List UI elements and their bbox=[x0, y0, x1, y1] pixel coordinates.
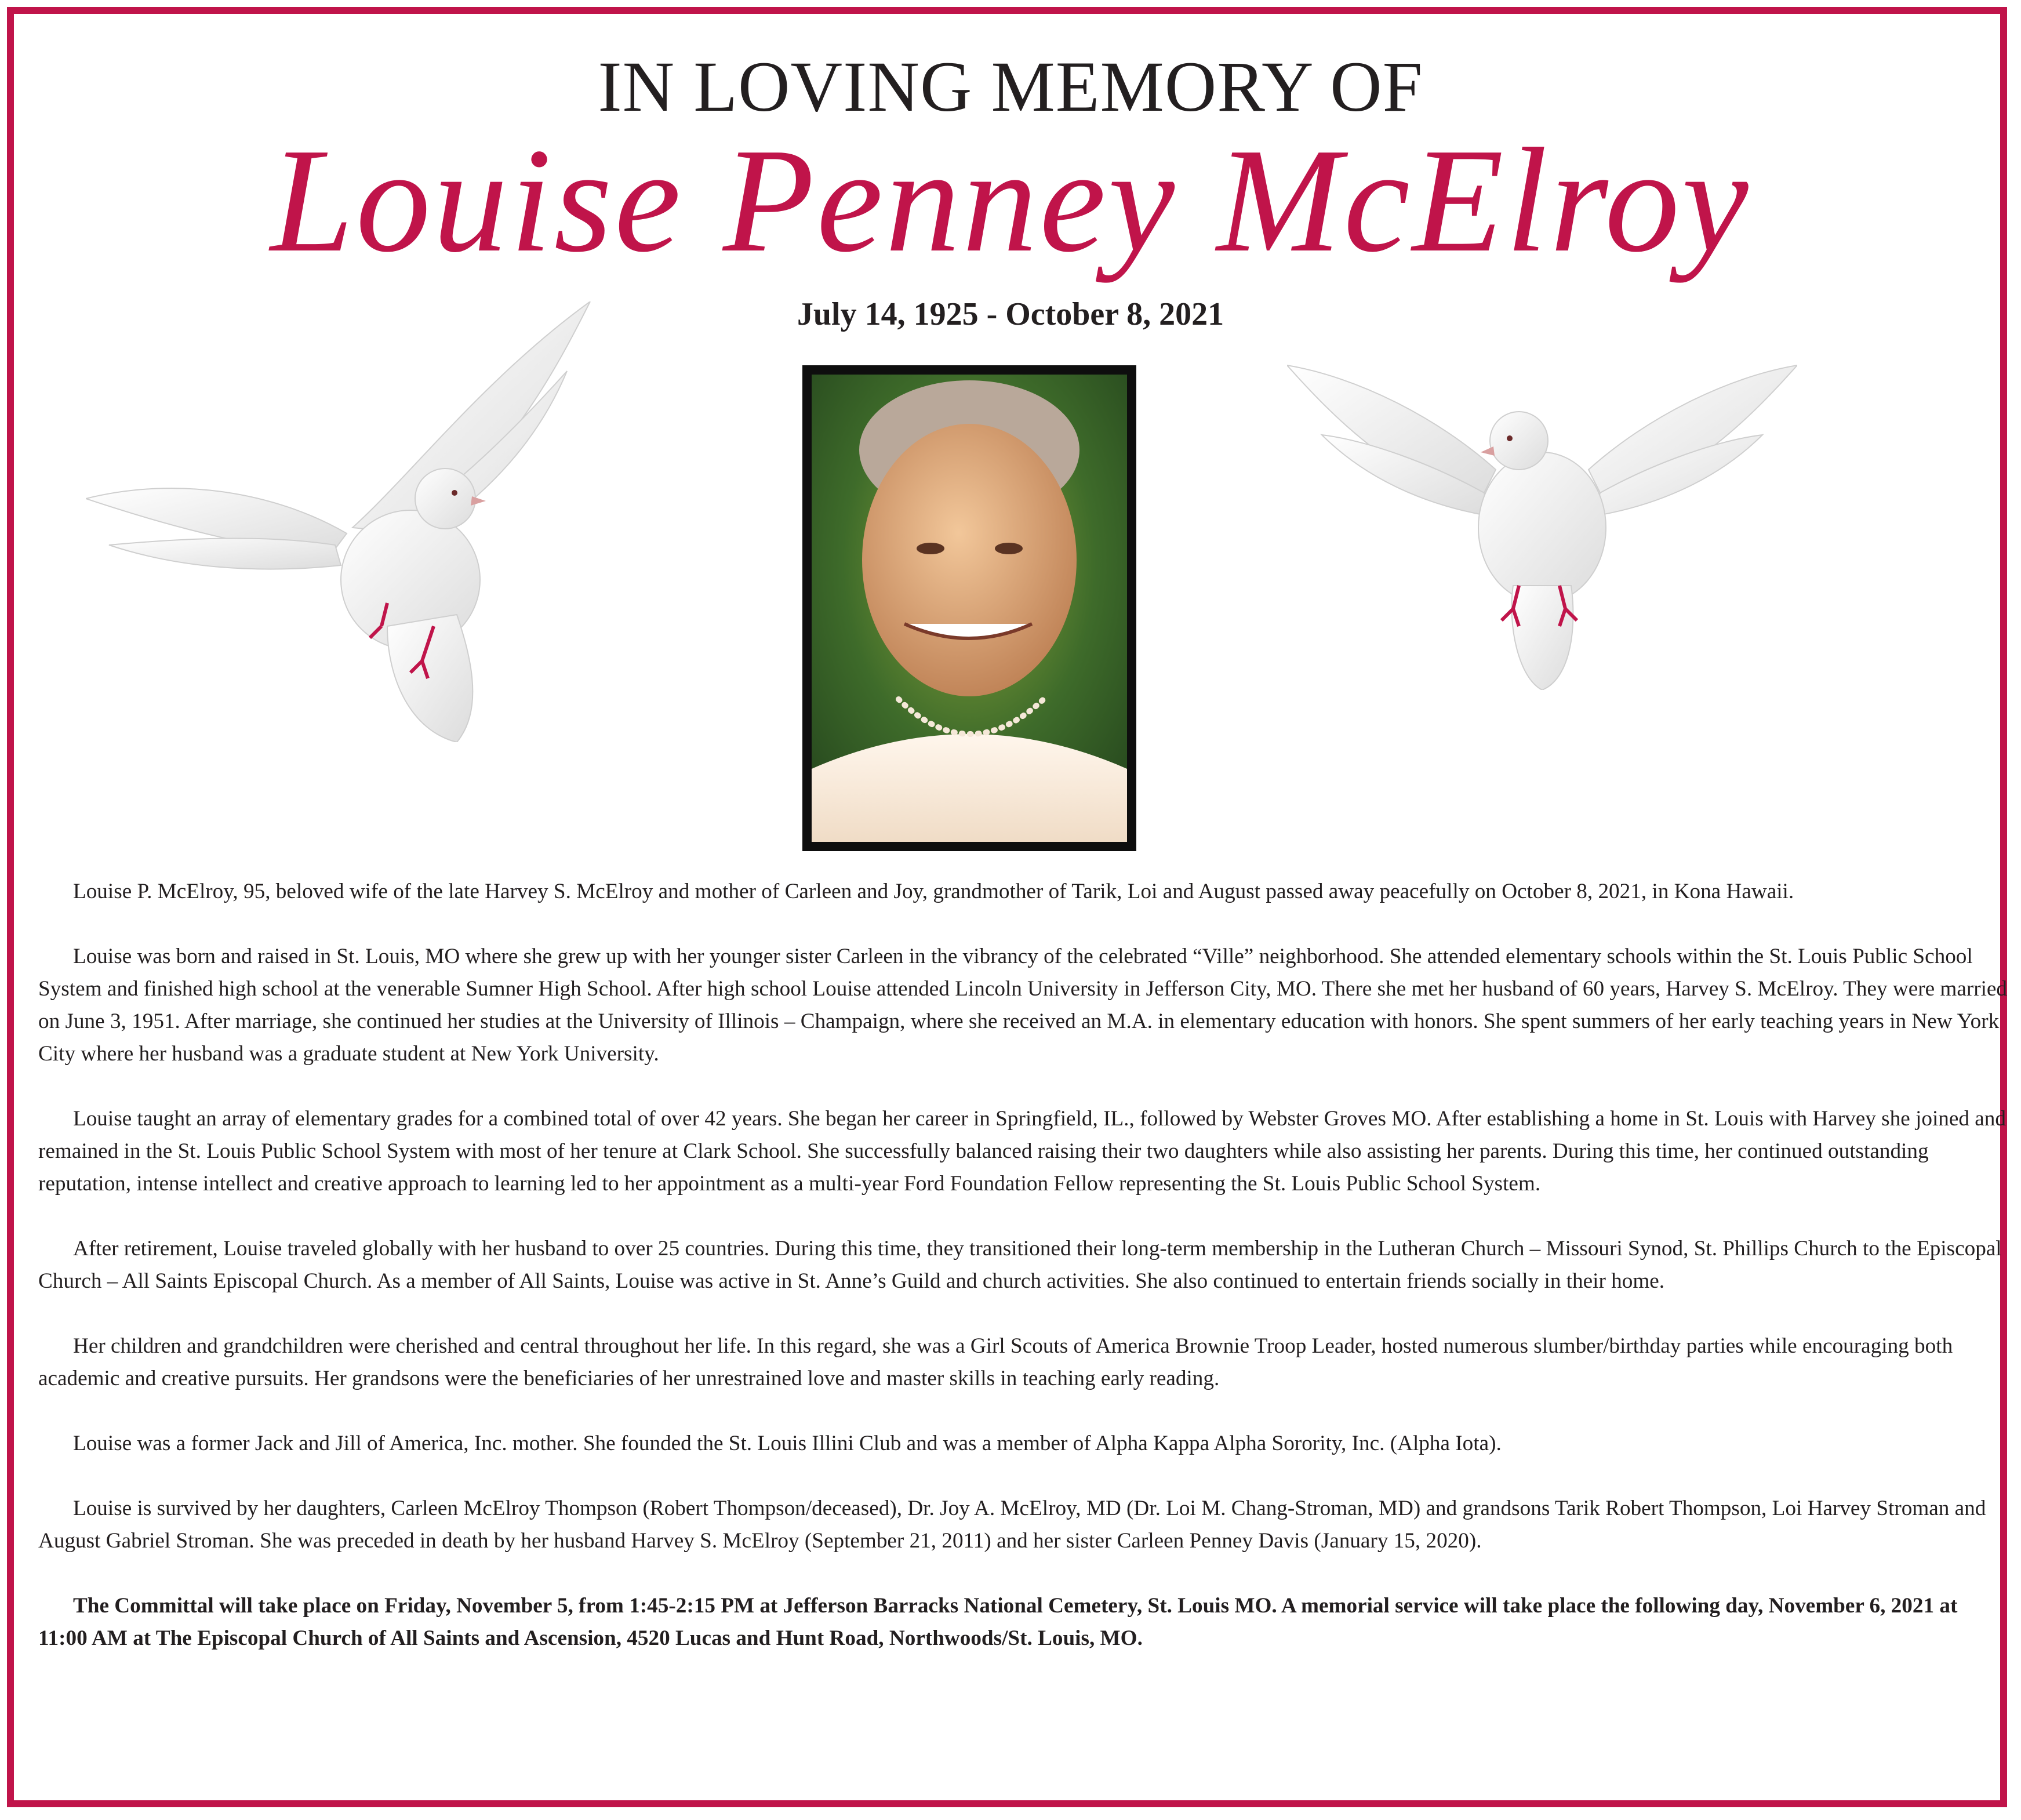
obituary-paragraph-6: Louise was a former Jack and Jill of America, Inc. mother. She founded the St. Louis Illini Club and was a member of Alpha Kappa Alpha Sorority, Inc. (Alpha Iota). bbox=[73, 1432, 1502, 1455]
obituary-paragraph-2: Louise was born and raised in St. Louis, MO where she grew up with her younger sister Carleen in the vibrancy of the celebrated “Ville” neighborhood. She attended elementary schools within the St. Louis Public School System and finished high school at the venerable Sumner High School. After high school Louise attended Lincoln University in Jefferson City, MO. There she met her husband of 60 years, Harvey S. McElroy. They were married on June 3, 1951. After marriage, she continued her studies at the University of Illinois – Champaign, where she received an M.A. in elementary education with honors. She spent summers of her early teaching years in New York City where her husband was a graduate student at New York University. bbox=[38, 944, 2008, 1066]
service-details: The Committal will take place on Friday, November 5, from 1:45-2:15 PM at Jefferson Barracks National Cemetery, St. Louis MO. A memorial service will take place the following day, November 6, 2021 at 11:00 AM at The Episcopal Church of All Saints and Ascension, 4520 Lucas and Hunt Road, Northwoods/St. Louis, MO. bbox=[38, 1594, 1958, 1650]
obituary-paragraph-7: Louise is survived by her daughters, Carleen McElroy Thompson (Robert Thompson/deceased), Dr. Joy A. McElroy, MD (Dr. Loi M. Chang-Stroman, MD) and grandsons Tarik Robert Thompson, Loi Harvey Stroman and August Gabriel Stroman. She was preceded in death by her husband Harvey S. McElroy (September 21, 2011) and her sister Carleen Penney Davis (January 15, 2020). bbox=[38, 1496, 1986, 1553]
portrait-photo bbox=[812, 375, 1127, 842]
memorial-heading: IN LOVING MEMORY OF bbox=[598, 47, 1423, 126]
obituary-paragraph-1: Louise P. McElroy, 95, beloved wife of the late Harvey S. McElroy and mother of Carleen and Joy, grandmother of Tarik, Loi and August passed away peacefully on October 8, 2021, in Kona Hawaii. bbox=[73, 880, 1794, 903]
dove-right-image bbox=[1287, 354, 1797, 690]
dove-left-image bbox=[86, 301, 602, 742]
obituary-paragraph-5: Her children and grandchildren were cherished and central throughout her life. In this regard, she was a Girl Scouts of America Brownie Troop Leader, hosted numerous slumber/birthday parties while encouraging both academic and creative pursuits. Her grandsons were the beneficiaries of her unrestrained love and master skills in teaching early reading. bbox=[38, 1334, 1953, 1390]
deceased-name: Louise Penney McElroy bbox=[270, 117, 1751, 283]
obituary-paragraph-3: Louise taught an array of elementary grades for a combined total of over 42 years. She began her career in Springfield, IL., followed by Webster Groves MO. After establishing a home in St. Louis with Harvey she joined and remained in the St. Louis Public School System with most of her tenure at Clark School. She successfully balanced raising their two daughters while also assisting her parents. During this time, her continued outstanding reputation, intense intellect and creative approach to learning led to her appointment as a multi-year Ford Foundation Fellow representing the St. Louis Public School System. bbox=[38, 1107, 2006, 1196]
life-dates: July 14, 1925 - October 8, 2021 bbox=[797, 296, 1224, 332]
obituary-body bbox=[38, 876, 2009, 1687]
obituary-paragraph-4: After retirement, Louise traveled globally with her husband to over 25 countries. During this time, they transitioned their long-term membership in the Lutheran Church – Missouri Synod, St. Phillips Church to the Episcopal Church – All Saints Episcopal Church. As a member of All Saints, Louise was active in St. Anne’s Guild and church activities. She also continued to entertain friends socially in their home. bbox=[38, 1237, 2002, 1293]
